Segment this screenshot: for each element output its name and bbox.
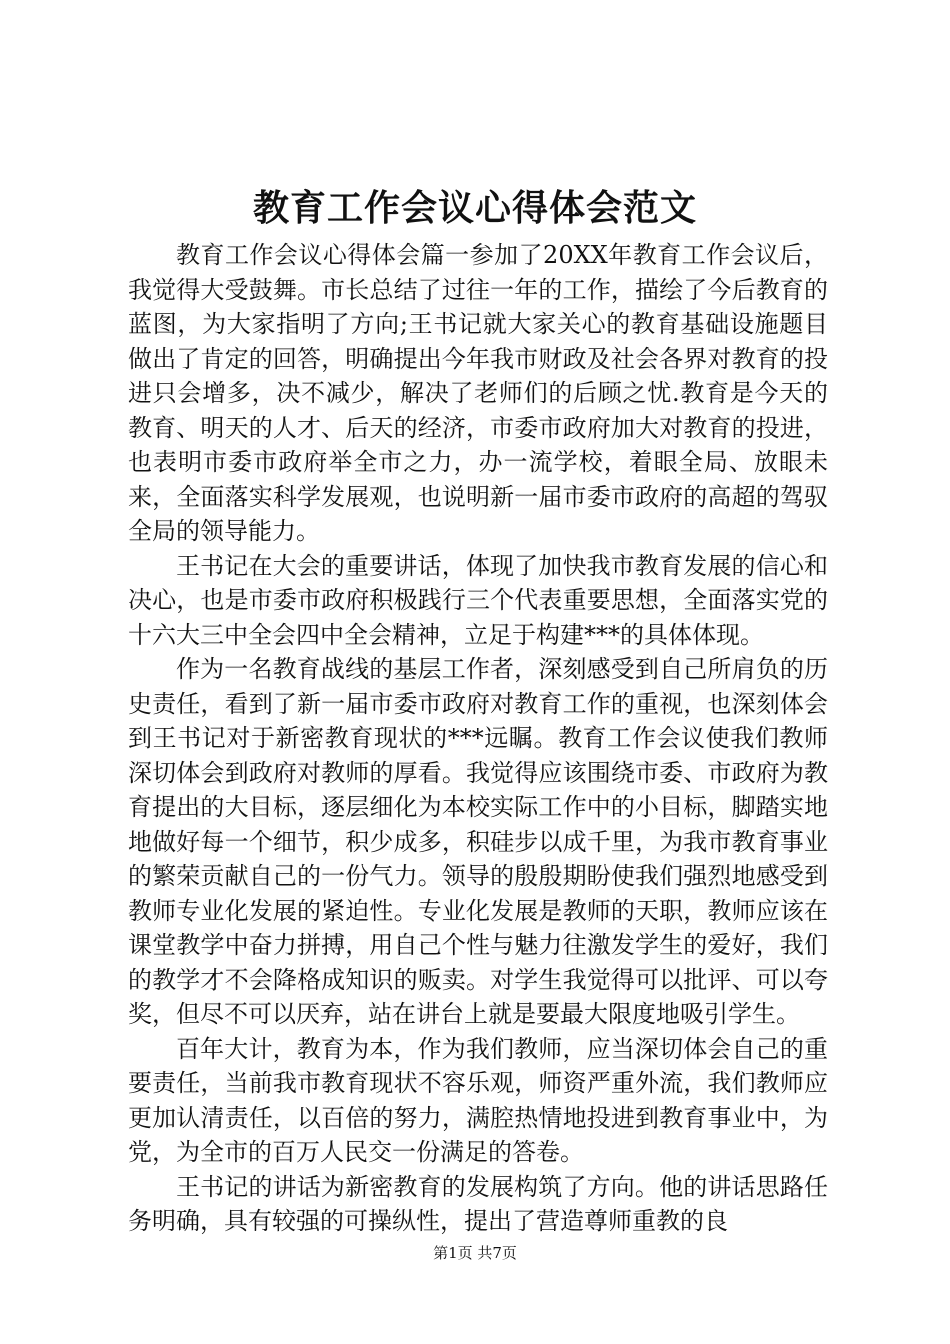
paragraph: 王书记的讲话为新密教育的发展构筑了方向。他的讲话思路任务明确，具有较强的可操纵性，提出了营造尊师重教的良 — [128, 1172, 828, 1235]
paragraph: 百年大计，教育为本，作为我们教师，应当深切体会自己的重要责任，当前我市教育现状不容乐观，师资严重外流，我们教师应更加认清责任，以百倍的努力，满腔热情地投进到教育事业中，为党，为全市的百万人民交一份满足的答卷。 — [128, 1034, 828, 1166]
paragraph: 作为一名教育战线的基层工作者，深刻感受到自己所肩负的历史责任，看到了新一届市委市政府对教育工作的重视，也深刻体会到王书记对于新密教育现状的***远瞩。教育工作会议使我们教师深切体会到政府对教师的厚看。我觉得应该围绕市委、市政府为教育提出的大目标，逐层细化为本校实际工作中的小目标，脚踏实地地做好每一个细节，积少成多，积硅步以成千里，为我市教育事业的繁荣贡献自己的一份气力。领导的殷殷期盼使我们强烈地感受到教师专业化发展的紧迫性。专业化发展是教师的天职，教师应该在课堂教学中奋力拼搏，用自己个性与魅力往激发学生的爱好，我们的教学才不会降格成知识的贩卖。对学生我觉得可以批评、可以夸奖，但尽不可以厌弃，站在讲台上就是要最大限度地吸引学生。 — [128, 655, 828, 1028]
document-body — [128, 238, 828, 1239]
document-title: 教育工作会议心得体会范文 — [252, 187, 697, 229]
paragraph: 王书记在大会的重要讲话，体现了加快我市教育发展的信心和决心，也是市委市政府积极践行三个代表重要思想，全面落实党的十六大三中全会四中全会精神，立足于构建***的具体体现。 — [128, 551, 828, 649]
page-number-footer: 第1页 共7页 — [433, 1244, 517, 1262]
paragraph: 教育工作会议心得体会篇一参加了20XX年教育工作会议后，我觉得大受鼓舞。市长总结了过往一年的工作，描绘了今后教育的蓝图，为大家指明了方向;王书记就大家关心的教育基础设施题目做出了肯定的回答，明确提出今年我市财政及社会各界对教育的投进只会增多，决不减少，解决了老师们的后顾之忧.教育是今天的教育、明天的人才、后天的经济，市委市政府加大对教育的投进，也表明市委市政府举全市之力，办一流学校，着眼全局、放眼未来，全面落实科学发展观，也说明新一届市委市政府的高超的驾驭全局的领导能力。 — [128, 241, 828, 545]
